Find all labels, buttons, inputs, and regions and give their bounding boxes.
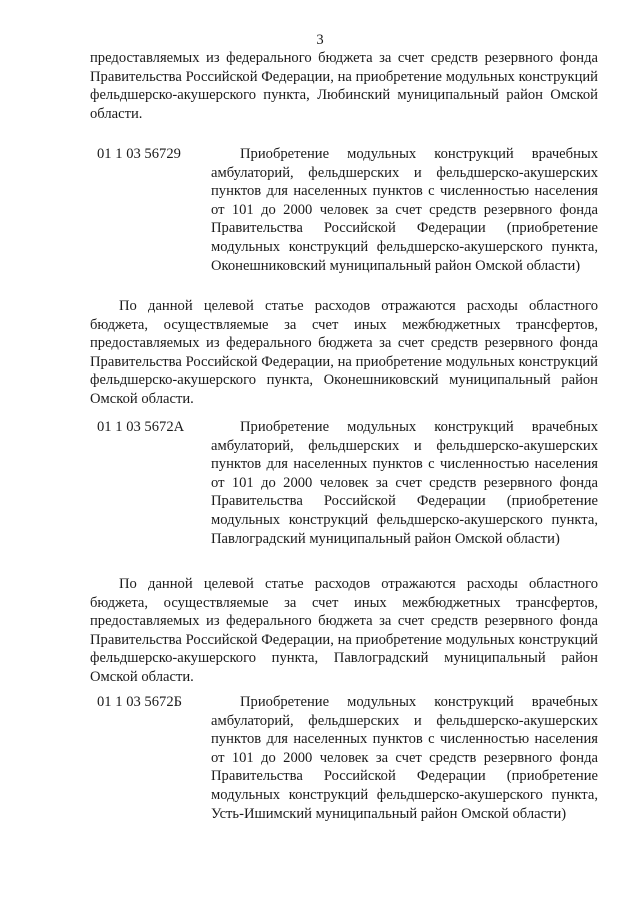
paragraph-explanation: По данной целевой статье расходов отражаются расходы областного бюджета, осуществляемые за счет иных межбюджетных трансфертов, предоставляемых из федерального бюджета за счет средств резервного фонда Правительства Российской Федерации, на приобретение модульных конструкций фельдшерско-акушерского пункта, Оконешниковский муниципальный район Омской области.: [90, 298, 598, 407]
entry-code: 01 1 03 5672Б: [97, 694, 182, 710]
entry-description: Приобретение модульных конструкций врачебных амбулаторий, фельдшерских и фельдшерско-акушерских пунктов для населенных пунктов с численностью населения от 101 до 2000 человек за счет средств резервного фонда Правительства Российской Федерации (приобретение модульных конструкций фельдшерско-акушерского пункта, Оконешниковский муниципальный район Омской области): [211, 146, 598, 274]
entry-code: 01 1 03 5672А: [97, 419, 185, 435]
entry-description: Приобретение модульных конструкций врачебных амбулаторий, фельдшерских и фельдшерско-акушерских пунктов для населенных пунктов с численностью населения от 101 до 2000 человек за счет средств резервного фонда Правительства Российской Федерации (приобретение модульных конструкций фельдшерско-акушерского пункта, Павлоградский муниципальный район Омской области): [211, 419, 598, 547]
paragraph-explanation: По данной целевой статье расходов отражаются расходы областного бюджета, осуществляемые за счет иных межбюджетных трансфертов, предоставляемых из федерального бюджета за счет средств резервного фонда Правительства Российской Федерации, на приобретение модульных конструкций фельдшерско-акушерского пункта, Павлоградский муниципальный район Омской области.: [90, 576, 598, 685]
entry-code: 01 1 03 56729: [97, 146, 181, 162]
entry-description: Приобретение модульных конструкций врачебных амбулаторий, фельдшерских и фельдшерско-акушерских пунктов для населенных пунктов с численностью населения от 101 до 2000 человек за счет средств резервного фонда Правительства Российской Федерации (приобретение модульных конструкций фельдшерско-акушерского пункта, Усть-Ишимский муниципальный район Омской области): [211, 694, 598, 822]
paragraph-continuation: предоставляемых из федерального бюджета за счет средств резервного фонда Правительства Российской Федерации, на приобретение модульных конструкций фельдшерско-акушерского пункта, Любинский муниципальный район Омской области.: [90, 50, 598, 122]
page-number: 3: [316, 32, 324, 48]
